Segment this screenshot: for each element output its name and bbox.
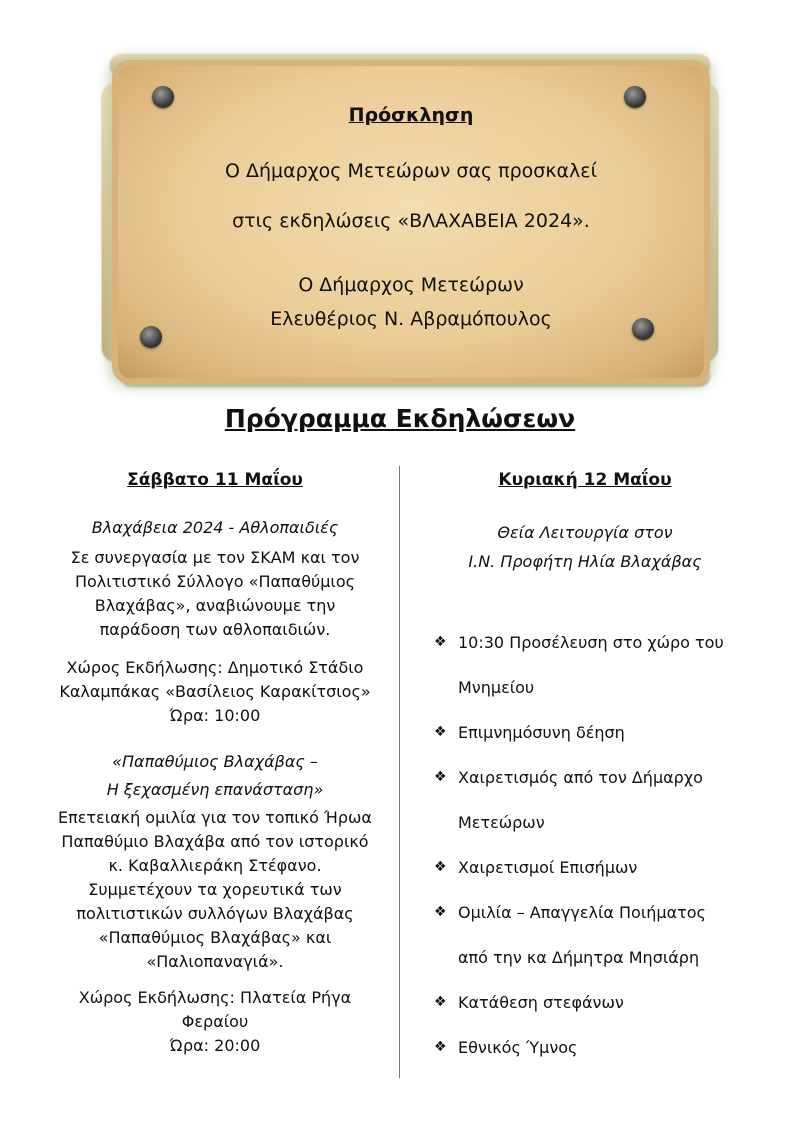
list-item-text: Χαιρετισμοί Επισήμων [458, 858, 638, 877]
sunday-program-list [434, 620, 784, 1070]
list-item-text: 10:30 Προσέλευση στο χώρο του [458, 633, 724, 652]
diamond-bullet-icon: ❖ [434, 634, 447, 650]
list-item-text: Μνημείου [458, 678, 535, 697]
list-item-text: Κατάθεση στεφάνων [458, 993, 624, 1012]
list-item-text: Επιμνημόσυνη δέηση [458, 723, 625, 742]
text-line: «Παπαθύμιος Βλαχάβας» και [98, 928, 332, 947]
text-line: Επετειακή ομιλία για τον τοπικό Ήρωα [58, 808, 372, 827]
list-item-text: Ομιλία – Απαγγελία Ποιήματος [458, 903, 706, 922]
diamond-bullet-icon: ❖ [434, 724, 447, 740]
text-line: Ώρα: 10:00 [169, 706, 261, 725]
invitation-line: στις εκδηλώσεις «ΒΛΑΧΑΒΕΙΑ 2024». [232, 210, 590, 232]
invitation-title: Πρόσκληση [348, 104, 474, 126]
text-line: Θεία Λειτουργία στον [497, 523, 673, 542]
event-title: Βλαχάβεια 2024 - Αθλοπαιδιές [91, 518, 339, 537]
text-line: Πολιτιστικό Σύλλογο «Παπαθύμιος [74, 572, 356, 591]
list-item [434, 890, 784, 935]
event-title [410, 518, 760, 576]
event-description [40, 546, 390, 642]
list-item-text: Μετεώρων [458, 813, 545, 832]
text-line: πολιτιστικών συλλόγων Βλαχάβας [76, 904, 354, 923]
text-line: «Παπαθύμιος Βλαχάβας – [112, 752, 318, 771]
diamond-bullet-icon: ❖ [434, 904, 447, 920]
list-item [434, 755, 784, 800]
text-line: Βλαχάβας», αναβιώνουμε την [94, 596, 336, 615]
text-line: Χώρος Εκδήλωσης: Πλατεία Ρήγα [78, 988, 352, 1007]
text-line: Φεραίου [181, 1012, 249, 1031]
list-item [434, 620, 784, 665]
list-item-text: από την κα Δήμητρα Μησιάρη [458, 948, 700, 967]
text-line: Ι.Ν. Προφήτη Ηλία Βλαχάβας [468, 552, 702, 571]
text-line: Ώρα: 20:00 [169, 1036, 261, 1055]
list-item [434, 845, 784, 890]
text-line: Η ξεχασμένη επανάσταση» [106, 780, 324, 799]
text-line: κ. Καβαλλιεράκη Στέφανο. [108, 856, 322, 875]
list-item-text: Χαιρετισμός από τον Δήμαρχο [458, 768, 703, 787]
text-line: Συμμετέχουν τα χορευτικά των [88, 880, 342, 899]
invitation-scroll [100, 52, 722, 392]
sunday-heading: Κυριακή 12 Μαΐου [498, 470, 672, 490]
sunday-column [410, 470, 760, 490]
list-item [434, 980, 784, 1025]
list-item [434, 800, 784, 845]
column-divider [399, 466, 400, 1078]
text-line: Παπαθύμιο Βλαχάβα από τον ιστορικό [61, 832, 369, 851]
invitation-signature: Ο Δήμαρχος Μετεώρων [298, 274, 524, 296]
diamond-bullet-icon: ❖ [434, 1039, 447, 1055]
event-venue [40, 656, 390, 728]
list-item [434, 710, 784, 755]
list-item [434, 935, 784, 980]
list-item [434, 1025, 784, 1070]
text-line: Σε συνεργασία με τον ΣΚΑΜ και τον [70, 548, 360, 567]
list-item [434, 665, 784, 710]
diamond-bullet-icon: ❖ [434, 769, 447, 785]
program-title: Πρόγραμμα Εκδηλώσεων [224, 404, 576, 433]
event-description [40, 806, 390, 974]
invitation-line: Ο Δήμαρχος Μετεώρων σας προσκαλεί [225, 160, 597, 182]
event-title [40, 748, 390, 804]
list-item-text: Εθνικός Ύμνος [458, 1038, 578, 1057]
invitation-signature: Ελευθέριος Ν. Αβραμόπουλος [270, 308, 552, 330]
saturday-column [40, 470, 390, 490]
saturday-heading: Σάββατο 11 Μαΐου [127, 470, 303, 490]
diamond-bullet-icon: ❖ [434, 859, 447, 875]
event-venue [40, 986, 390, 1058]
text-line: «Παλιοπαναγιά». [146, 952, 284, 971]
text-line: Καλαμπάκας «Βασίλειος Καρακίτσιος» [59, 682, 371, 701]
diamond-bullet-icon: ❖ [434, 994, 447, 1010]
text-line: παράδοση των αθλοπαιδιών. [99, 620, 331, 639]
text-line: Χώρος Εκδήλωσης: Δημοτικό Στάδιο [66, 658, 364, 677]
